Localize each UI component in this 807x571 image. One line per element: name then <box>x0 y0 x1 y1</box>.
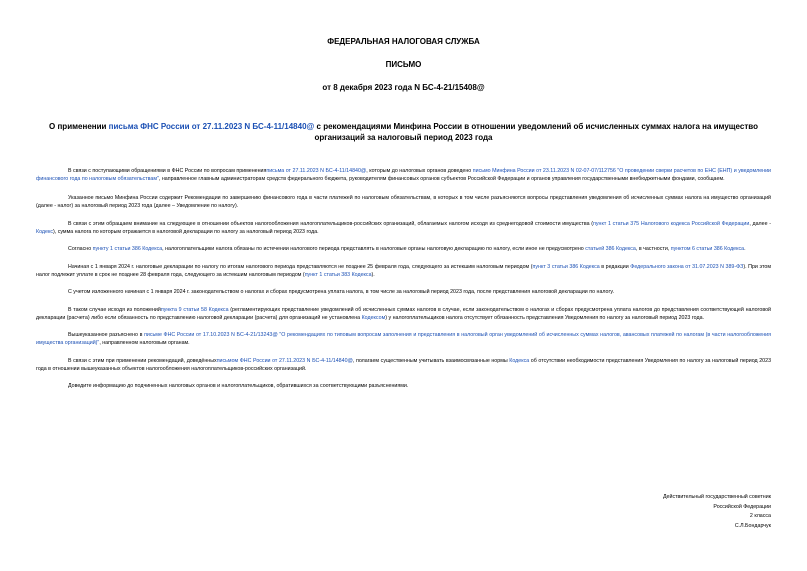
title-suffix: с рекомендациями Минфина России в отношении уведомлений об исчисленных суммах налога на имущество организаций за налоговый период 2023 года <box>314 122 758 142</box>
paragraph-text: ) у налогоплательщиков налога отсутствует обязанность представления Уведомления по налогу за налоговый период 2023 года. <box>385 314 704 321</box>
paragraph-3 <box>36 220 771 236</box>
paragraph-7 <box>36 306 771 322</box>
paragraph-text: , направленном налоговым органам. <box>99 340 190 346</box>
signature-block <box>663 493 771 531</box>
paragraph-1 <box>36 167 771 183</box>
signature-title-line2: Российской Федерации <box>713 503 771 510</box>
paragraph-6 <box>36 288 771 296</box>
paragraph-text: В таком случае исходя из положений <box>68 306 161 313</box>
paragraph-text: (регламентирующих представление уведомлений об исчисленных суммах налогов в случае, если законодательством о налогах и сборах предусмотрена уплата налогов до представления соответствующей налоговой декларации (расчета) либо если обязанность по представлению налоговой декларации (расчета) для организаций не установлена <box>36 306 771 321</box>
paragraph-text: , далее - <box>749 220 771 227</box>
link-fns-letter-14840[interactable]: письмом ФНС России от 27.11.2023 N БС-4-11/14840@ <box>216 357 353 364</box>
paragraph-text: в редакции <box>599 263 631 270</box>
paragraph-text: , в частности, <box>635 246 671 252</box>
link-code-2[interactable]: Кодексом <box>361 314 386 321</box>
paragraph-4 <box>36 245 771 253</box>
paragraph-text: Начиная с 1 января 2024 г. налоговые декларации по налогу по итогам налогового периода представляются не позднее 25 февраля года, следующего за истекшим налоговым периодом ( <box>68 263 533 270</box>
link-article-386[interactable]: статьей 386 Кодекса <box>585 246 636 252</box>
paragraph-text: , налогоплательщики налога обязаны по истечении налогового периода представлять в налоговые органы налоговую декларацию по налогу, если иное не предусмотрено <box>162 246 586 252</box>
title-prefix: О применении <box>49 122 109 131</box>
paragraph-text: Согласно <box>68 246 93 252</box>
paragraph-text: ). <box>371 271 375 278</box>
paragraph-text: , которым до налоговых органов доведено <box>366 168 473 174</box>
link-article-386-p1[interactable]: пункту 1 статьи 386 Кодекса <box>92 246 163 252</box>
document-body <box>36 167 771 390</box>
link-article-375[interactable]: пункт 1 статьи 375 Налогового кодекса Российской Федерации <box>593 220 750 227</box>
signatory-name: С.Л.Бондарчук <box>734 522 771 529</box>
paragraph-text: В связи с этим обращаем внимание на следующее в отношении объектов налогообложения налогоплательщиков-российских организаций, облагаемых налогом исходя из среднегодовой стоимости имущества ( <box>68 220 594 227</box>
paragraph-9 <box>36 357 771 373</box>
paragraph-2 <box>36 194 771 210</box>
signature-class: 2 класса <box>749 513 771 519</box>
link-minfin-letter[interactable]: письмо Минфина России от 23.11.2023 N 02-07-07/112756 "О проведении сверки расчетов по ЕНС (ЕНП) и уведомлении финансового года по налоговым обязательствам" <box>36 168 771 182</box>
link-code-3[interactable]: Кодекса <box>509 357 530 364</box>
paragraph-10 <box>36 382 771 390</box>
link-federal-law-389[interactable]: Федерального закона от 31.07.2023 N 389-ФЗ <box>630 263 744 270</box>
document-type: ПИСЬМО <box>385 60 422 69</box>
paragraph-text: . <box>744 246 746 252</box>
paragraph-text: Вышеуказанное разъяснено в <box>68 332 145 338</box>
document-date-number: от 8 декабря 2023 года N БС-4-21/15408@ <box>322 83 485 92</box>
paragraph-text: , полагаем существенным учитывать взаимосвязанные нормы <box>352 357 510 364</box>
paragraph-text: Указанное письмо Минфина России содержит Рекомендации по завершению финансового года в части платежей по налоговым обязательствам, в которых в том числе разъясняются вопросы представления уведомления об исчисленных суммах налога на имущество организаций (далее - налог) за налоговый период 2023 года (далее – Уведомление по налогу). <box>36 195 771 209</box>
paragraph-text: С учетом изложенного начиная с 1 января 2024 г. законодательством о налогах и сборах предусмотрена уплата налога, в том числе за налоговый период 2023 года, после представления налоговой декларации по налогу. <box>68 289 615 295</box>
agency-name: ФЕДЕРАЛЬНАЯ НАЛОГОВАЯ СЛУЖБА <box>327 37 480 46</box>
link-code[interactable]: Кодекс <box>36 228 53 235</box>
link-fns-letter-13243[interactable]: письме ФНС России от 17.10.2023 N БС-4-21/13243@ "О рекомендациях по типовым вопросам заполнения и представления в налоговый орган уведомлений об исчисленных суммах налогов, авансовых платежей по налогам (в части налогообложения имущества организаций)" <box>36 332 772 346</box>
signature-title-line1: Действительный государственный советник <box>662 494 771 500</box>
paragraph-text: Доведите информацию до подчиненных налоговых органов и налогоплательщиков, обратившихся за соответствующими разъяснениями. <box>68 383 409 389</box>
link-fns-letter[interactable]: письма от 27.11.2023 N БС-4-11/14840@ <box>266 168 367 174</box>
link-article-386-p3[interactable]: пункт 3 статьи 386 Кодекса <box>532 263 600 270</box>
paragraph-text: В связи с этим при применении рекомендаций, доведённых <box>68 357 217 364</box>
paragraph-5 <box>36 263 771 279</box>
paragraph-text: В связи с поступающими обращениями в ФНС России по вопросам применения <box>68 168 267 174</box>
document-title <box>36 121 771 143</box>
title-link[interactable]: письма ФНС России от 27.11.2023 N БС-4-11/14840@ <box>108 122 315 131</box>
paragraph-text: ). При этом налог подлежит уплате в срок не позднее 28 февраля года, следующего за истекшим налоговым периодом ( <box>36 263 771 278</box>
paragraph-8 <box>36 331 771 347</box>
paragraph-text: ), сумма налога по которым отражается в налоговой декларации по налогу за налоговый период 2023 года. <box>52 228 319 235</box>
link-article-386-p6[interactable]: пунктом 6 статьи 386 Кодекса <box>670 246 745 252</box>
link-article-383-p1[interactable]: пункт 1 статьи 383 Кодекса <box>304 271 372 278</box>
link-article-58-p9[interactable]: пункта 9 статьи 58 Кодекса <box>160 306 229 313</box>
paragraph-text: , направленное главным администраторам средств федерального бюджета, руководителям финансовых органов субъектов Российской Федерации и органов управления государственными внебюджетными фондами, сообщаем. <box>158 176 725 182</box>
paragraph-text: об отсутствии необходимости представления Уведомления по налогу за налоговый период 2023 года в отношении вышеуказанных объектов налогообложения налогоплательщиков-российских организаций. <box>36 357 772 372</box>
